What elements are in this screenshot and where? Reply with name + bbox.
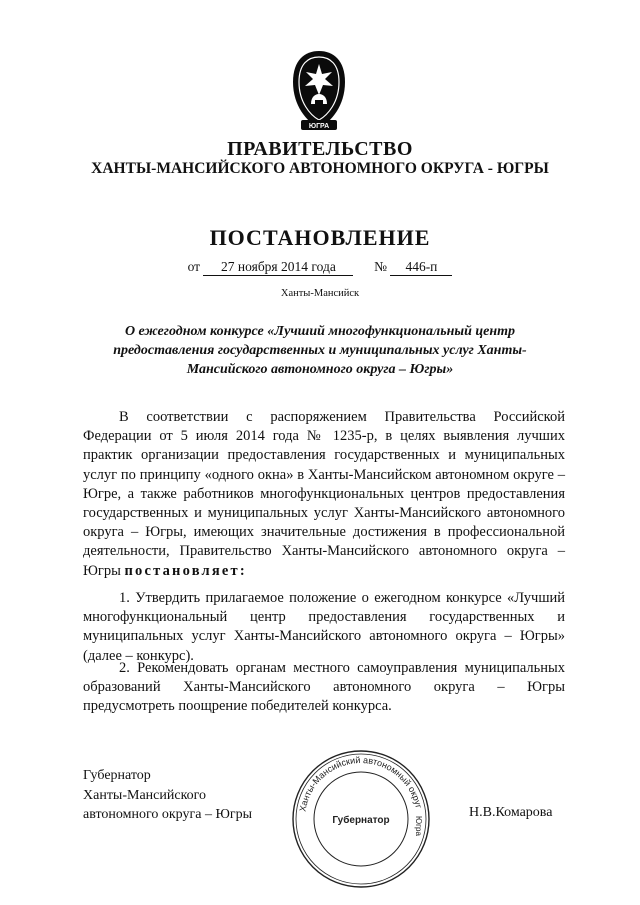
- signer-name: Н.В.Комарова: [469, 805, 553, 820]
- resolves-word: постановляет:: [124, 562, 247, 579]
- clause-1: 1. Утвердить прилагаемое положение о ежегодном конкурсе «Лучший многофункциональный центр предоставления государственных и муниципальных услуг Ханты-Мансийского автономного округа – Югры» (далее – конкурс).: [83, 590, 565, 664]
- clause-2: 2. Рекомендовать органам местного самоуправления муниципальных образований Ханты-Мансийского автономного округа – Югры предусмотреть поощрение победителей конкурса.: [83, 660, 565, 715]
- city: Ханты-Мансийск: [280, 288, 360, 299]
- seal-ring-text: Ханты-Мансийский автономный округ: [297, 754, 424, 813]
- heading-line: Мансийского автономного округа – Югры»: [186, 362, 454, 377]
- document-date: 27 ноября 2014 года: [203, 259, 353, 276]
- preamble-text: В соответствии с распоряжением Правительства Российской Федерации от 5 июля 2014 года № 1235-р, в целях выявления лучших практик организации предоставления государственных и муниципальных услуг по принципу «одного окна» в Ханты-Мансийском автономном округе – Югре, а также работников многофункциональных центров предоставления государственных и муниципальных услуг Ханты-Мансийского автономного округа – Югры, имеющих значительные достижения в профессиональной деятельности, Правительство Ханты-Мансийского автономного округа – Югры: [83, 409, 565, 579]
- government-title: ПРАВИТЕЛЬСТВО: [227, 138, 413, 160]
- document-number: 446-п: [390, 259, 452, 276]
- seal-side-text: Югра: [414, 816, 423, 836]
- signer-title-line: автономного округа – Югры: [83, 807, 252, 822]
- number-sign: №: [374, 259, 388, 274]
- date-prefix: от: [187, 259, 201, 274]
- date-number-line: [0, 259, 640, 276]
- preamble-paragraph: [83, 408, 565, 581]
- document-heading: [90, 322, 550, 379]
- heading-line: предоставления государственных и муниципальных услуг Ханты-: [113, 343, 527, 358]
- signer-title-line: Ханты-Мансийского: [83, 787, 207, 803]
- coat-of-arms-emblem: [287, 48, 351, 134]
- emblem-label: ЮГРА: [308, 123, 330, 130]
- signer-title: [83, 766, 252, 825]
- seal-center-text: Губернатор: [332, 815, 390, 826]
- official-seal: [290, 748, 432, 890]
- government-subtitle: ХАНТЫ-МАНСИЙСКОГО АВТОНОМНОГО ОКРУГА - ЮГРЫ: [91, 160, 549, 177]
- signer-title-line: Губернатор: [83, 768, 151, 783]
- document-type: ПОСТАНОВЛЕНИЕ: [209, 225, 431, 250]
- heading-line: О ежегодном конкурсе «Лучший многофункциональный центр: [124, 324, 516, 339]
